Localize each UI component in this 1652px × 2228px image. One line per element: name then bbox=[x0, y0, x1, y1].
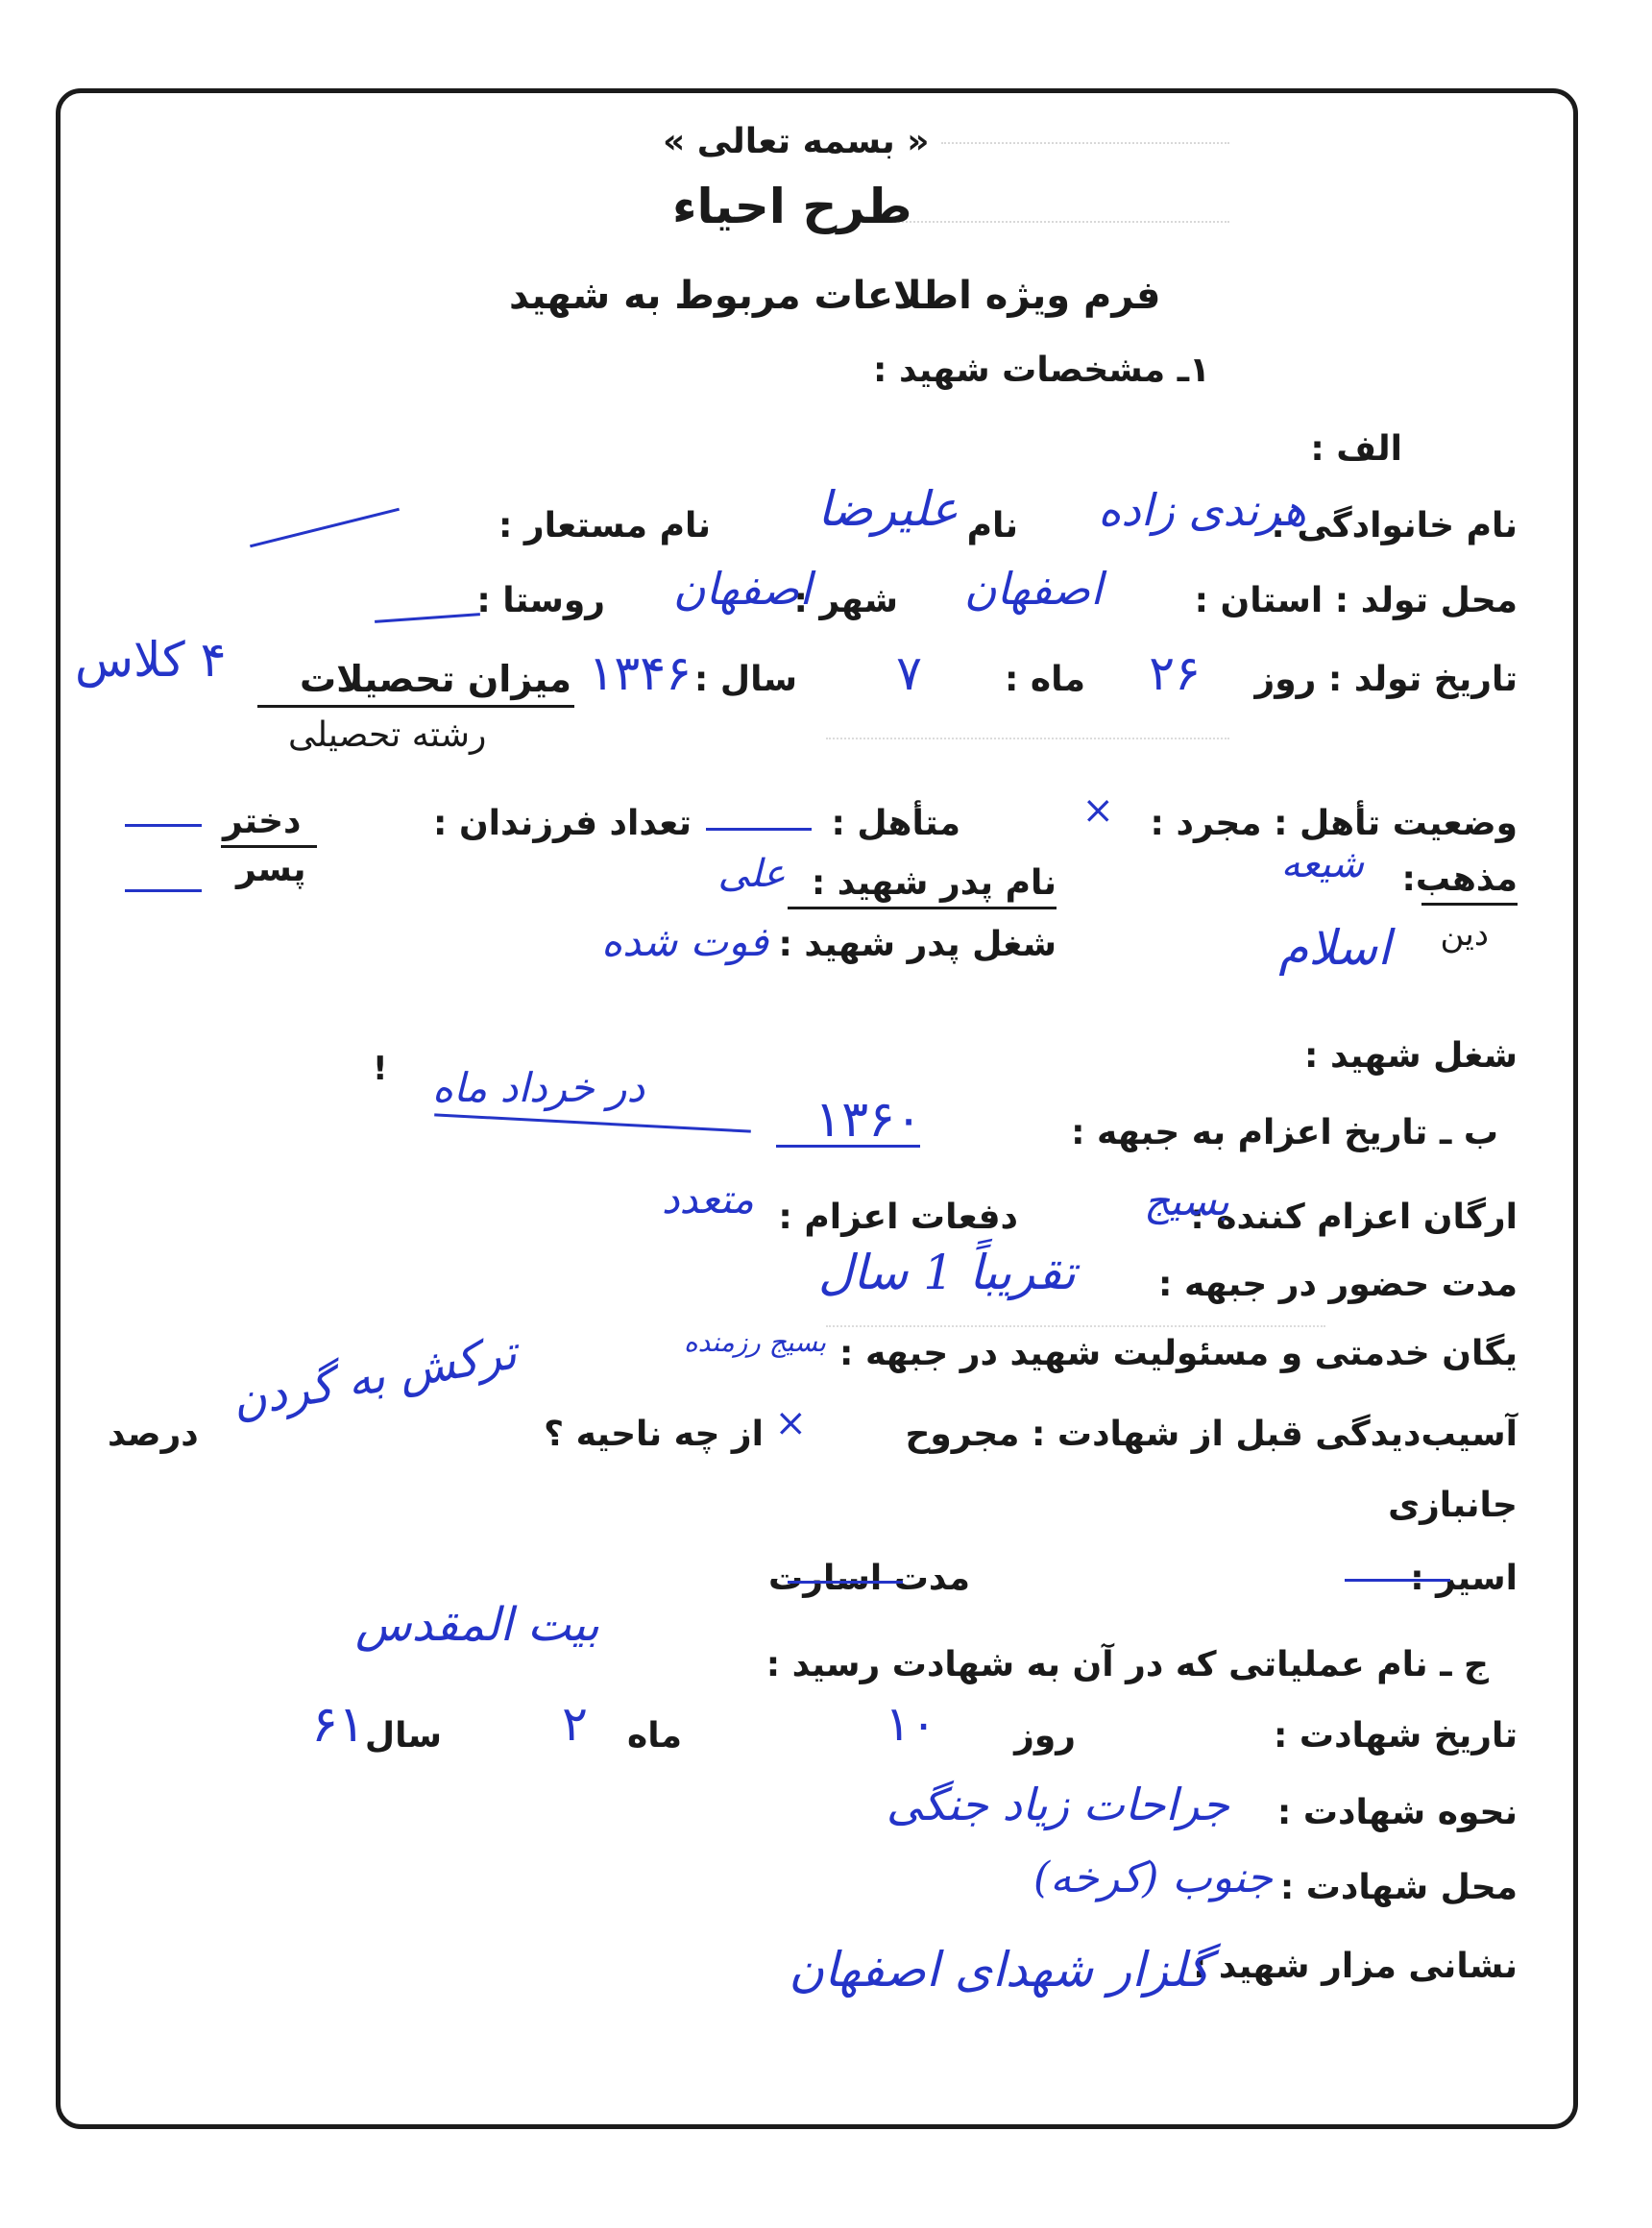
martyr-job-label: شغل شهید : bbox=[1304, 1036, 1518, 1076]
birth-year-value[interactable]: ۱۳۴۶ bbox=[588, 645, 692, 701]
show-through-mark bbox=[884, 221, 1229, 232]
captivity-blank bbox=[788, 1581, 903, 1584]
first-name-value[interactable]: علیرضا bbox=[817, 481, 959, 537]
plan-title: طرح احیاء bbox=[672, 179, 912, 234]
education-underline bbox=[257, 705, 574, 708]
religion-value[interactable]: اسلام bbox=[1278, 920, 1391, 976]
father-job-label: شغل پدر شهید : bbox=[778, 925, 1057, 964]
operation-name-label: ج ـ نام عملیاتی که در آن به شهادت رسید : bbox=[765, 1645, 1489, 1684]
birth-place-label: محل تولد : استان : bbox=[1194, 581, 1518, 620]
show-through-mark bbox=[826, 738, 1229, 749]
dispatch-date-label: ب ـ تاریخ اعزام به جبهه : bbox=[1071, 1113, 1498, 1152]
martyrdom-month-label: ماه bbox=[626, 1716, 682, 1756]
dispatch-org-value[interactable]: بسیج bbox=[1144, 1177, 1229, 1224]
unit-responsibility-value-a[interactable]: بسیج رزمنده bbox=[683, 1326, 826, 1358]
dispatch-year-value[interactable]: ۱۳۶۰ bbox=[814, 1091, 922, 1149]
father-name-underline bbox=[788, 907, 1057, 909]
birth-year-label: سال : bbox=[693, 660, 797, 699]
father-name-value[interactable]: علی bbox=[717, 852, 786, 896]
martyrdom-date-label: تاریخ شهادت : bbox=[1273, 1716, 1518, 1756]
city-label: شهر : bbox=[793, 581, 898, 620]
birth-date-label: تاریخ تولد : روز bbox=[1254, 660, 1518, 699]
city-value[interactable]: اصفهان bbox=[672, 563, 812, 615]
show-through-mark bbox=[941, 142, 1229, 154]
education-level-label: میزان تحصیلات bbox=[299, 658, 571, 700]
field-of-study-label: رشته تحصیلی bbox=[288, 715, 487, 755]
stray-mark: ! bbox=[373, 1050, 388, 1088]
martyrdom-year-label: سال bbox=[364, 1716, 442, 1756]
form-title: فرم ویژه اطلاعات مربوط به شهید bbox=[509, 274, 1161, 318]
married-blank bbox=[706, 828, 812, 831]
father-name-label: نام پدر شهید : bbox=[811, 863, 1057, 903]
grave-address-label: نشانی مزار شهید : bbox=[1192, 1947, 1518, 1986]
father-job-value[interactable]: فوت شده bbox=[601, 918, 768, 965]
martyrdom-month-value[interactable]: ۲ bbox=[562, 1696, 588, 1752]
dispatch-times-label: دفعات اعزام : bbox=[778, 1198, 1018, 1237]
dispatch-org-label: ارگان اعزام کننده : bbox=[1190, 1198, 1518, 1237]
martyrdom-place-label: محل شهادت : bbox=[1279, 1868, 1518, 1907]
daughter-underline bbox=[221, 845, 317, 848]
unit-responsibility-value-b[interactable]: ترکش به گردن bbox=[228, 1325, 522, 1429]
married-label: متأهل : bbox=[831, 804, 960, 843]
birth-month-label: ماه : bbox=[1005, 660, 1085, 699]
captive-blank bbox=[1345, 1579, 1450, 1582]
martyrdom-year-value[interactable]: ۶۱ bbox=[311, 1696, 365, 1754]
daughter-blank bbox=[125, 824, 202, 827]
grave-address-value[interactable]: گلزار شهدای اصفهان bbox=[789, 1942, 1210, 1998]
sect-label: مذهب: bbox=[1401, 860, 1518, 899]
alias-label: نام مستعار : bbox=[498, 506, 711, 545]
martyrdom-manner-label: نحوه شهادت : bbox=[1276, 1793, 1518, 1832]
birth-month-value[interactable]: ۷ bbox=[896, 645, 922, 701]
marital-status-label: وضعیت تأهل : مجرد : bbox=[1150, 804, 1518, 843]
which-area-label: از چه ناحیه ؟ bbox=[544, 1415, 764, 1454]
injured-mark[interactable]: × bbox=[774, 1401, 807, 1445]
daughter-label: دختر bbox=[223, 802, 302, 841]
sect-underline bbox=[1421, 903, 1518, 906]
family-name-label: نام خانوادگی : bbox=[1271, 506, 1518, 545]
dispatch-times-value[interactable]: متعدد bbox=[661, 1175, 754, 1223]
married-mark[interactable]: × bbox=[1081, 788, 1114, 833]
martyrdom-day-value[interactable]: ۱۰ bbox=[885, 1696, 936, 1752]
unit-responsibility-label: یگان خدمتی و مسئولیت شهید در جبهه : bbox=[839, 1334, 1518, 1373]
first-name-label: نام bbox=[966, 506, 1018, 545]
front-duration-label: مدت حضور در جبهه : bbox=[1158, 1265, 1518, 1304]
sect-value[interactable]: شیعه bbox=[1280, 842, 1364, 886]
dispatch-month-value[interactable]: در خرداد ماه bbox=[432, 1064, 645, 1111]
operation-name-value[interactable]: بیت المقدس bbox=[355, 1598, 600, 1652]
bismillah: « بسمه تعالی » bbox=[663, 122, 930, 161]
martyrdom-place-value[interactable]: جنوب (کرخه) bbox=[1033, 1853, 1273, 1902]
religion-label: دین bbox=[1440, 915, 1489, 954]
province-value[interactable]: اصفهان bbox=[963, 563, 1103, 615]
percent-label: درصد bbox=[108, 1415, 199, 1454]
martyrdom-manner-value[interactable]: جراحات زیاد جنگی bbox=[886, 1779, 1229, 1830]
village-label: روستا : bbox=[476, 581, 605, 620]
captive-label: اسیر : bbox=[1410, 1559, 1518, 1598]
front-duration-value[interactable]: تقریباً 1 سال bbox=[817, 1245, 1076, 1300]
family-name-value[interactable]: هرندی زاده bbox=[1098, 484, 1306, 536]
subsection-alef: الف : bbox=[1310, 429, 1402, 469]
education-level-value[interactable]: ۴ کلاس bbox=[75, 632, 227, 688]
captivity-duration-label: مدت اسارت bbox=[768, 1559, 970, 1598]
injury-label: آسیب‌دیدگی قبل از شهادت : مجروح bbox=[905, 1415, 1518, 1454]
son-label: پسر bbox=[236, 850, 306, 889]
section-title: ۱ـ مشخصات شهید : bbox=[873, 351, 1210, 390]
dispatch-year-underline bbox=[776, 1145, 920, 1148]
children-count-label: تعداد فرزندان : bbox=[433, 804, 692, 843]
son-blank bbox=[125, 889, 202, 892]
martyrdom-day-label: روز bbox=[1014, 1716, 1076, 1756]
veteran-label: جانبازی bbox=[1388, 1486, 1518, 1525]
birth-day-value[interactable]: ۲۶ bbox=[1149, 645, 1201, 701]
